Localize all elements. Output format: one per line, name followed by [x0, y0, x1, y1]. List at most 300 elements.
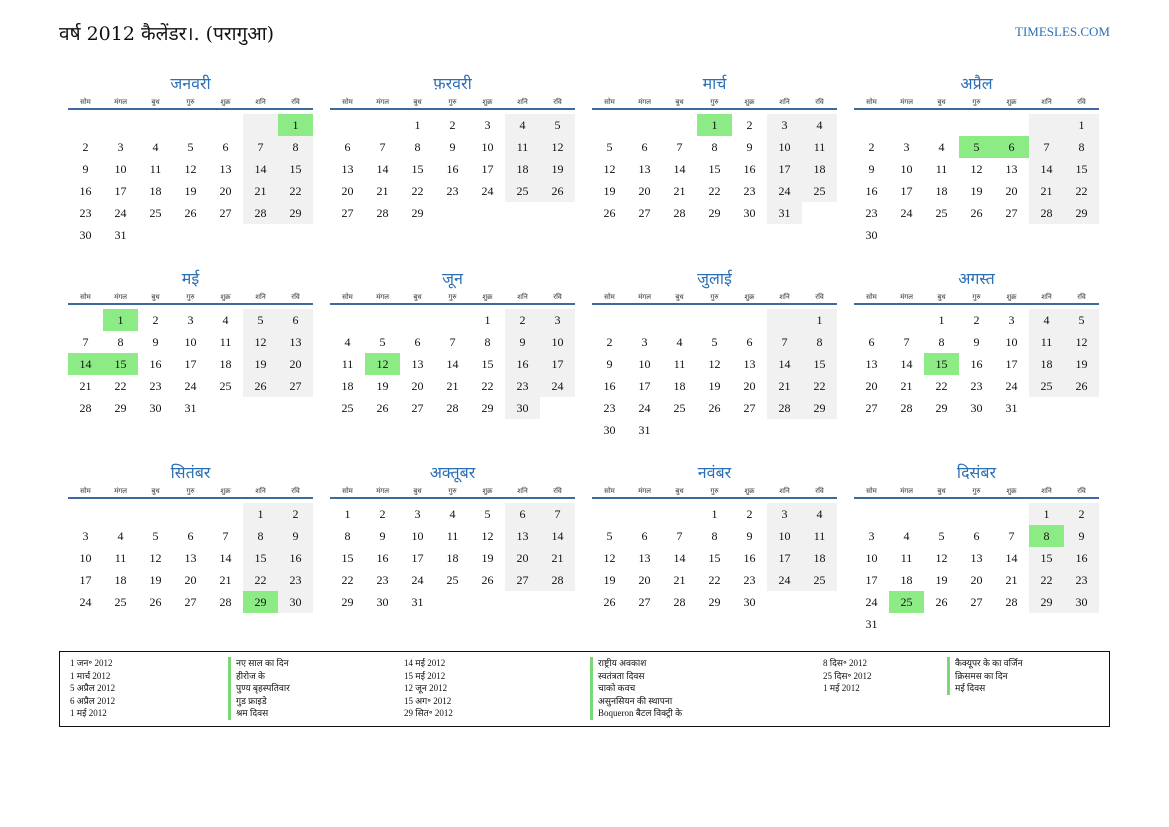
day-cell: 2	[606, 335, 613, 349]
week-row	[68, 353, 313, 375]
day-cell: 7	[1029, 136, 1064, 158]
day-cell: 3	[903, 140, 910, 154]
day-cell: 24	[767, 180, 802, 202]
day-cell: 16	[149, 357, 162, 371]
day-cell: 2	[973, 313, 980, 327]
week-row	[592, 591, 837, 613]
day-cell: 25	[802, 569, 837, 591]
day-cell: 28	[243, 202, 278, 224]
day-cell: 11	[505, 136, 540, 158]
week-row	[854, 547, 1099, 569]
day-cell: 20	[638, 184, 651, 198]
day-cell: 16	[865, 184, 878, 198]
week-row	[854, 331, 1099, 353]
day-cell: 17	[79, 573, 92, 587]
day-cell: 21	[243, 180, 278, 202]
day-cell: 30	[376, 595, 389, 609]
day-cell: 5	[959, 136, 994, 158]
empty-cell	[278, 224, 313, 246]
day-cell: 24	[79, 595, 92, 609]
weekday-header	[854, 97, 1099, 110]
day-cell: 19	[540, 158, 575, 180]
weekday-label: शनि	[779, 98, 790, 106]
day-cell: 30	[743, 595, 756, 609]
week-row	[854, 375, 1099, 397]
day-cell: 8	[243, 525, 278, 547]
day-cell: 28	[79, 401, 92, 415]
day-cell: 5	[484, 507, 491, 521]
weekday-label: गुरु	[448, 293, 457, 301]
day-cell: 27	[184, 595, 197, 609]
empty-cell	[662, 114, 697, 136]
day-cell: 12	[603, 551, 616, 565]
empty-cell	[924, 224, 959, 246]
weekday-label: सोम	[80, 293, 91, 301]
weekday-header	[68, 97, 313, 110]
day-cell: 4	[802, 503, 837, 525]
day-cell: 18	[341, 379, 354, 393]
day-cell: 29	[481, 401, 494, 415]
day-cell: 30	[79, 228, 92, 242]
weekday-label: शनि	[255, 487, 266, 495]
day-cell: 22	[243, 569, 278, 591]
empty-cell	[540, 397, 575, 419]
day-cell: 15	[103, 353, 138, 375]
empty-cell	[138, 114, 173, 136]
day-cell: 7	[676, 529, 683, 543]
empty-cell	[802, 202, 837, 224]
empty-cell	[924, 114, 959, 136]
day-cell: 1	[1029, 503, 1064, 525]
weekday-label: मंगल	[376, 293, 389, 301]
weekday-label: सोम	[604, 98, 615, 106]
day-cell: 26	[184, 206, 197, 220]
weekday-label: गुरु	[186, 98, 195, 106]
day-cell: 28	[900, 401, 913, 415]
legend-date: 14 मई 2012	[404, 658, 446, 668]
weekday-label: गुरु	[710, 293, 719, 301]
empty-cell	[994, 224, 1029, 246]
day-cell: 14	[540, 525, 575, 547]
day-cell: 2	[278, 503, 313, 525]
day-cell: 12	[970, 162, 983, 176]
day-cell: 10	[184, 335, 197, 349]
month-block	[854, 461, 1099, 635]
day-cell: 8	[802, 331, 837, 353]
day-cell: 20	[219, 184, 232, 198]
week-row	[68, 114, 313, 136]
day-cell: 26	[970, 206, 983, 220]
day-cell: 1	[484, 313, 491, 327]
day-cell: 17	[481, 162, 494, 176]
legend-holiday-name: श्रम दिवस	[228, 707, 290, 720]
weekday-label: मंगल	[638, 487, 651, 495]
day-cell: 7	[1008, 529, 1015, 543]
day-cell: 31	[638, 423, 651, 437]
day-cell: 6	[641, 140, 648, 154]
weekday-label: शुक्र	[744, 293, 755, 301]
week-row	[68, 180, 313, 202]
day-cell: 31	[411, 595, 424, 609]
week-row	[854, 525, 1099, 547]
weekday-header	[592, 97, 837, 110]
day-cell: 4	[676, 335, 683, 349]
weekday-label: गुरु	[448, 98, 457, 106]
weekday-label: शनि	[517, 487, 528, 495]
week-row	[330, 397, 575, 419]
empty-cell	[592, 309, 627, 331]
day-cell: 15	[341, 551, 354, 565]
day-cell: 1	[243, 503, 278, 525]
day-cell: 20	[970, 573, 983, 587]
day-cell: 29	[341, 595, 354, 609]
weekday-label: सोम	[342, 487, 353, 495]
day-cell: 6	[414, 335, 421, 349]
legend-date-column	[404, 657, 453, 720]
day-cell: 9	[746, 529, 753, 543]
day-cell: 16	[603, 379, 616, 393]
legend-name-column	[590, 657, 682, 720]
day-cell: 28	[767, 397, 802, 419]
day-cell: 25	[446, 573, 459, 587]
day-cell: 21	[540, 547, 575, 569]
weekday-header	[854, 486, 1099, 499]
day-cell: 13	[184, 551, 197, 565]
day-cell: 18	[802, 547, 837, 569]
day-cell: 13	[638, 551, 651, 565]
legend-holiday-name: नए साल का दिन	[228, 657, 290, 670]
day-cell: 2	[746, 118, 753, 132]
weekday-label: रवि	[553, 487, 562, 495]
weekday-label: शुक्र	[220, 293, 231, 301]
empty-cell	[889, 613, 924, 635]
weekday-label: गुरु	[186, 487, 195, 495]
empty-cell	[435, 591, 470, 613]
weekday-label: रवि	[1077, 487, 1086, 495]
empty-cell	[889, 224, 924, 246]
day-cell: 11	[1029, 331, 1064, 353]
empty-cell	[173, 503, 208, 525]
day-cell: 11	[935, 162, 948, 176]
day-cell: 4	[117, 529, 124, 543]
empty-cell	[435, 309, 470, 331]
day-cell: 15	[708, 162, 721, 176]
day-cell: 3	[767, 503, 802, 525]
day-cell: 14	[1005, 551, 1018, 565]
day-cell: 27	[743, 401, 756, 415]
week-row	[68, 525, 313, 547]
day-cell: 1	[1064, 114, 1099, 136]
day-cell: 7	[540, 503, 575, 525]
weekday-label: बुध	[413, 487, 422, 495]
day-cell: 5	[711, 335, 718, 349]
legend-holiday-name: स्वतंत्रता दिवस	[590, 670, 682, 683]
month-name: जुलाई	[697, 269, 732, 288]
weekday-label: रवि	[1077, 98, 1086, 106]
empty-cell	[365, 114, 400, 136]
weekday-label: मंगल	[900, 487, 913, 495]
weekday-label: बुध	[413, 293, 422, 301]
empty-cell	[68, 114, 103, 136]
day-cell: 16	[79, 184, 92, 198]
day-cell: 14	[243, 158, 278, 180]
day-cell: 23	[505, 375, 540, 397]
week-row	[330, 591, 575, 613]
weekday-label: बुध	[937, 98, 946, 106]
day-cell: 29	[278, 202, 313, 224]
day-cell: 11	[446, 529, 459, 543]
weekday-label: गुरु	[448, 487, 457, 495]
day-cell: 24	[767, 569, 802, 591]
day-cell: 16	[278, 547, 313, 569]
day-cell: 10	[767, 525, 802, 547]
day-cell: 25	[1029, 375, 1064, 397]
day-cell: 4	[505, 114, 540, 136]
day-cell: 23	[743, 573, 756, 587]
day-cell: 8	[711, 140, 718, 154]
day-cell: 10	[1005, 335, 1018, 349]
weekday-label: मंगल	[114, 487, 127, 495]
day-cell: 13	[278, 331, 313, 353]
day-cell: 1	[414, 118, 421, 132]
day-cell: 21	[376, 184, 389, 198]
day-cell: 4	[802, 114, 837, 136]
week-row	[330, 547, 575, 569]
day-cell: 29	[243, 591, 278, 613]
day-cell: 9	[449, 140, 456, 154]
day-cell: 10	[767, 136, 802, 158]
week-row	[592, 180, 837, 202]
month-name: मई	[181, 269, 200, 288]
legend-date: 1 मई 2012	[823, 683, 860, 693]
day-cell: 6	[222, 140, 229, 154]
day-cell: 9	[868, 162, 875, 176]
day-cell: 11	[900, 551, 913, 565]
day-cell: 18	[219, 357, 232, 371]
day-cell: 9	[746, 140, 753, 154]
legend-holiday-name: पुण्य बृहस्पतिवार	[228, 682, 290, 695]
week-row	[330, 136, 575, 158]
empty-cell	[1029, 114, 1064, 136]
day-cell: 15	[411, 162, 424, 176]
day-cell: 29	[114, 401, 127, 415]
day-cell: 30	[970, 401, 983, 415]
legend-holiday-name: गुड फ्राइडे	[228, 695, 290, 708]
day-cell: 17	[900, 184, 913, 198]
legend-date: 25 दिस॰ 2012	[823, 670, 872, 681]
legend-date: 1 जन॰ 2012	[70, 658, 113, 668]
month-block	[330, 267, 575, 419]
day-cell: 26	[708, 401, 721, 415]
day-cell: 1	[938, 313, 945, 327]
day-cell: 17	[540, 353, 575, 375]
legend-date: 29 सित॰ 2012	[404, 708, 453, 718]
day-cell: 28	[673, 595, 686, 609]
day-cell: 14	[446, 357, 459, 371]
day-cell: 2	[152, 313, 159, 327]
empty-cell	[330, 309, 365, 331]
day-cell: 22	[341, 573, 354, 587]
day-cell: 9	[1064, 525, 1099, 547]
empty-cell	[959, 224, 994, 246]
weekday-label: शनि	[255, 98, 266, 106]
day-cell: 7	[222, 529, 229, 543]
weekday-label: शुक्र	[1006, 293, 1017, 301]
week-row	[592, 309, 837, 331]
day-cell: 6	[278, 309, 313, 331]
weekday-header	[330, 292, 575, 305]
weekday-label: रवि	[815, 98, 824, 106]
day-cell: 12	[184, 162, 197, 176]
day-cell: 12	[540, 136, 575, 158]
month-block	[854, 72, 1099, 246]
day-cell: 1	[697, 114, 732, 136]
empty-cell	[208, 397, 243, 419]
day-cell: 25	[149, 206, 162, 220]
weekday-label: शनि	[779, 293, 790, 301]
week-row	[854, 613, 1099, 635]
month-name: दिसंबर	[956, 463, 997, 482]
day-cell: 16	[1064, 547, 1099, 569]
month-name: अप्रैल	[960, 74, 993, 93]
day-cell: 18	[900, 573, 913, 587]
day-cell: 20	[638, 573, 651, 587]
legend-holiday-name: राष्ट्रीय अवकाश	[590, 657, 682, 670]
day-cell: 24	[900, 206, 913, 220]
day-cell: 3	[187, 313, 194, 327]
week-row	[854, 158, 1099, 180]
day-cell: 13	[865, 357, 878, 371]
day-cell: 9	[152, 335, 159, 349]
week-row	[592, 114, 837, 136]
day-cell: 3	[117, 140, 124, 154]
week-row	[592, 353, 837, 375]
day-cell: 9	[973, 335, 980, 349]
empty-cell	[994, 503, 1029, 525]
day-cell: 7	[449, 335, 456, 349]
site-link[interactable]: TIMESLES.COM	[1015, 24, 1110, 39]
empty-cell	[540, 591, 575, 613]
day-cell: 13	[341, 162, 354, 176]
day-cell: 25	[673, 401, 686, 415]
day-cell: 19	[603, 184, 616, 198]
day-cell: 27	[219, 206, 232, 220]
week-row	[854, 569, 1099, 591]
day-cell: 5	[938, 529, 945, 543]
day-cell: 13	[505, 525, 540, 547]
legend-date: 8 दिस॰ 2012	[823, 658, 868, 668]
day-cell: 19	[970, 184, 983, 198]
month-name: जनवरी	[170, 74, 211, 93]
day-cell: 1	[802, 309, 837, 331]
weekday-header	[854, 292, 1099, 305]
empty-cell	[854, 309, 889, 331]
day-cell: 22	[935, 379, 948, 393]
day-cell: 31	[865, 617, 878, 631]
day-cell: 22	[802, 375, 837, 397]
day-cell: 8	[344, 529, 351, 543]
day-cell: 18	[1029, 353, 1064, 375]
day-cell: 25	[341, 401, 354, 415]
empty-cell	[994, 114, 1029, 136]
month-name: फ़रवरी	[433, 74, 472, 93]
weekday-label: मंगल	[376, 98, 389, 106]
day-cell: 1	[278, 114, 313, 136]
day-cell: 7	[243, 136, 278, 158]
day-cell: 22	[708, 573, 721, 587]
empty-cell	[540, 202, 575, 224]
weekday-header	[330, 97, 575, 110]
weekday-label: बुध	[937, 293, 946, 301]
weekday-header	[68, 486, 313, 499]
day-cell: 10	[540, 331, 575, 353]
day-cell: 31	[1005, 401, 1018, 415]
weekday-label: शनि	[779, 487, 790, 495]
empty-cell	[1029, 224, 1064, 246]
month-block	[68, 267, 313, 419]
day-cell: 21	[79, 379, 92, 393]
day-cell: 22	[114, 379, 127, 393]
day-cell: 8	[938, 335, 945, 349]
day-cell: 11	[802, 136, 837, 158]
empty-cell	[889, 503, 924, 525]
day-cell: 6	[505, 503, 540, 525]
week-row	[592, 136, 837, 158]
day-cell: 7	[379, 140, 386, 154]
empty-cell	[959, 114, 994, 136]
day-cell: 26	[149, 595, 162, 609]
day-cell: 23	[865, 206, 878, 220]
week-row	[854, 309, 1099, 331]
day-cell: 9	[606, 357, 613, 371]
day-cell: 7	[82, 335, 89, 349]
empty-cell	[924, 613, 959, 635]
day-cell: 17	[865, 573, 878, 587]
weekday-label: शुक्र	[220, 98, 231, 106]
day-cell: 17	[1005, 357, 1018, 371]
day-cell: 11	[673, 357, 686, 371]
holiday-legend	[59, 651, 1110, 727]
day-cell: 3	[484, 118, 491, 132]
weekday-label: गुरु	[972, 487, 981, 495]
day-cell: 25	[935, 206, 948, 220]
day-cell: 4	[903, 529, 910, 543]
weekday-label: मंगल	[900, 293, 913, 301]
empty-cell	[767, 419, 802, 441]
month-name: सितंबर	[170, 463, 211, 482]
week-row	[854, 353, 1099, 375]
day-cell: 12	[149, 551, 162, 565]
empty-cell	[662, 419, 697, 441]
weekday-label: शनि	[255, 293, 266, 301]
day-cell: 12	[935, 551, 948, 565]
week-row	[68, 591, 313, 613]
day-cell: 23	[1064, 569, 1099, 591]
day-cell: 30	[149, 401, 162, 415]
legend-date-column	[70, 657, 115, 720]
day-cell: 20	[278, 353, 313, 375]
day-cell: 14	[376, 162, 389, 176]
day-cell: 13	[638, 162, 651, 176]
day-cell: 5	[606, 140, 613, 154]
weekday-label: शुक्र	[482, 487, 493, 495]
week-row	[330, 331, 575, 353]
day-cell: 22	[481, 379, 494, 393]
day-cell: 11	[114, 551, 127, 565]
week-row	[854, 114, 1099, 136]
weekday-label: शुक्र	[744, 98, 755, 106]
day-cell: 13	[219, 162, 232, 176]
